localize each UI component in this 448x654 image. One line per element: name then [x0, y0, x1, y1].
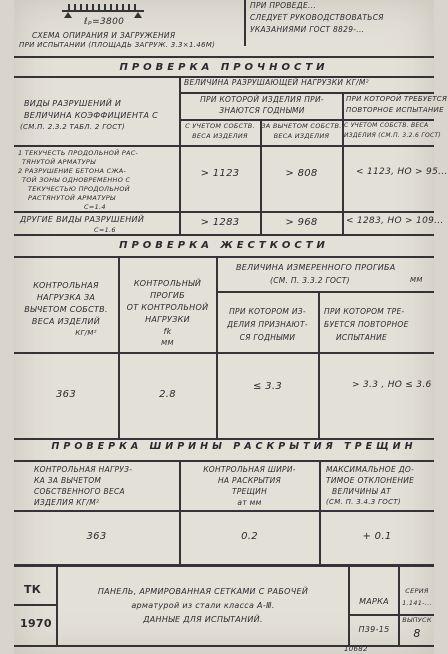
strength-header-left-3: (СМ.П. 2.3.2 ТАБЛ. 2 ГОСТ): [20, 123, 125, 131]
series-label: СЕРИЯ: [405, 587, 429, 595]
note-line1: ПРИ ПРОВЕДЕ...: [250, 1, 317, 10]
title-description-2: арматурой из стали класса А-Ⅲ.: [131, 601, 275, 610]
value-cell: < 1123, НО > 95...: [356, 167, 448, 177]
strength-header-left-1: ВИДЫ РАЗРУШЕНИЙ И: [24, 99, 122, 108]
crack-width-value: 0.2: [241, 531, 258, 542]
scheme-title-line2: ПРИ ИСПЫТАНИИ (ПЛОЩАДЬ ЗАГРУЖ. 3.3×1.46М): [19, 41, 216, 49]
title-description-1: ПАНЕЛЬ, АРМИРОВАННАЯ СЕТКАМИ С РАБОЧЕЙ: [97, 587, 309, 596]
issue-label: ВЫПУСК: [402, 616, 432, 624]
sub-header-a-1: ПРИ КОТОРОЙ ИЗДЕЛИЯ ПРИ-: [200, 95, 324, 104]
coefficient-value: С=1.4: [84, 203, 106, 211]
col1-header-a: С УЧЕТОМ СОБСТВ.: [185, 122, 255, 130]
stiffness-load-value: 363: [56, 389, 76, 400]
stiffness-ok-value: ≤ 3.3: [253, 381, 282, 392]
span-label: ℓₚ=3800: [84, 17, 125, 27]
value-cell: > 968: [285, 217, 318, 228]
col3-header-a: С УЧЕТОМ СОБСТВ. ВЕСА: [344, 122, 429, 129]
value-cell: > 1123: [200, 168, 240, 179]
col1-header-b: ВЕСА ИЗДЕЛИЯ: [192, 132, 248, 140]
scheme-title-line1: СХЕМА ОПИРАНИЯ И ЗАГРУЖЕНИЯ: [32, 31, 176, 40]
tk-label: ТК: [24, 583, 42, 596]
coefficient-value: С=1.6: [94, 226, 116, 234]
col2-header-b: ВЕСА ИЗДЕЛИЯ: [273, 132, 330, 140]
note-line3: УКАЗАНИЯМИ ГОСТ 8829-...: [250, 25, 365, 34]
strength-header-left-2: ВЕЛИЧИНА КОЭФФИЦИЕНТА С: [24, 111, 159, 120]
crack-load-value: 363: [86, 531, 107, 542]
marka-label: МАРКА: [359, 597, 389, 606]
sub-header-a-2: ЗНАЮТСЯ ГОДНЫМИ: [219, 106, 305, 115]
title-description-3: ДАННЫЕ ДЛЯ ИСПЫТАНИЙ.: [143, 615, 263, 624]
col3-header-b: ИЗДЕЛИЯ (СМ.П. 3.2.6 ГОСТ): [344, 132, 442, 139]
issue-value: 8: [413, 627, 421, 640]
value-cell: > 808: [285, 168, 318, 179]
drawing-sheet: ℓₚ=3800 СХЕМА ОПИРАНИЯ И ЗАГРУЖЕНИЯ ПРИ ИСПЫТАНИИ (ПЛОЩАДЬ ЗАГРУЖ. 3.3×1.46М) ПРИ ПРОВЕДЕ... СЛЕДУЕТ РУКОВОДСТВОВАТЬСЯ УКАЗАНИЯМИ ГОСТ 8829-... ПРОВЕРКА ПРОЧНОСТИ ВИДЫ РАЗРУШЕНИЙ И ВЕЛИЧИНА КОЭФФИЦИЕНТА С (СМ.П. 2.3.2 ТАБЛ. 2 ГОСТ) ВЕЛИЧИНА РАЗРУШАЮЩЕЙ НАГРУЗКИ КГ/М² ПРИ КОТОРОЙ ИЗДЕЛИЯ ПРИ- ЗНАЮТСЯ ГОДНЫМИ ПРИ КОТОРОЙ ТРЕБУЕТСЯ ПОВТОРНОЕ ИСПЫТАНИЕ С УЧЕТОМ СОБСТВ. ВЕСА ИЗДЕЛИЯ ЗА ВЫЧЕТОМ СОБСТВ. ВЕСА ИЗДЕЛИЯ С УЧЕТОМ СОБСТВ. ВЕСА ИЗДЕЛИЯ (СМ.П. 3.2.6 ГОСТ) 1 ТЕКУЧЕСТЬ ПРОДОЛЬНОЙ РАС- ТЯНУТОЙ АРМАТУРЫ 2 РАЗРУШЕНИЕ БЕТОНА СЖА- ТОЙ ЗОНЫ ОДНОВРЕМЕННО С ТЕКУЧЕСТЬЮ ПРОДОЛЬНОЙ РАСТЯНУТОЙ АРМАТУРЫ С=1.4 > 1123 > 808 < 1123, НО > 95... ДРУГИЕ ВИДЫ РАЗРУШЕНИЙ С=1.6 > 1283 > 968 < 1283, НО > 109... ПРОВЕРКА ЖЕСТКОСТИ КОНТРОЛЬНАЯ НАГРУЗКА ЗА ВЫЧЕТОМ СОБСТВ. ВЕСА ИЗДЕЛИЙ КГ/М² КОНТРОЛЬНЫЙ ПРОГИБ ОТ КОНТРОЛЬНОЙ НАГРУЗКИ fk ММ ВЕЛИЧИНА ИЗМЕРЕННОГО ПРОГИБА (СМ. П. 3.3.2 ГОСТ) ММ ПРИ КОТОРОМ ИЗ- ДЕЛИЯ ПРИЗНАЮТ- СЯ ГОДНЫМИ ПРИ КОТОРОМ ТРЕ- БУЕТСЯ ПОВТОРНОЕ ИСПЫТАНИЕ 363 2.8 ≤ 3.3 > 3.3 , НО ≤ 3.6 ПРОВЕРКА ШИРИНЫ РАСКРЫТИЯ ТРЕЩИН КОНТРОЛЬНАЯ НАГРУЗ- КА ЗА ВЫЧЕТОМ СОБСТВЕННОГО ВЕСА ИЗДЕЛИЯ КГ/М² КОНТРОЛЬНАЯ ШИРИ- НА РАСКРЫТИЯ ТРЕЩИН aт мм МАКСИМАЛЬНОЕ ДО- ТИМОЕ ОТКЛОНЕНИЕ ВЕЛИЧИНЫ AТ (СМ. П. 3.4.3 ГОСТ) 363 0.2 + 0.1 ТК 1970 ПАНЕЛЬ, АРМИРОВАННАЯ СЕТКАМИ С РАБОЧЕЙ арматурой из стали класса А-Ⅲ. ДАННЫЕ ДЛЯ ИСПЫТАНИЙ. МАРКА П39-15 СЕРИЯ 1.141-... ВЫПУСК 8 10682: [14, 0, 434, 654]
year-label: 1970: [20, 617, 52, 630]
value-cell: < 1283, НО > 109...: [346, 216, 444, 226]
stiffness-heading: ПРОВЕРКА ЖЕСТКОСТИ: [119, 240, 329, 251]
crack-heading: ПРОВЕРКА ШИРИНЫ РАСКРЫТИЯ ТРЕЩИН: [51, 441, 417, 452]
crack-deviation-value: + 0.1: [362, 531, 392, 542]
sub-header-b-2: ПОВТОРНОЕ ИСПЫТАНИЕ: [346, 106, 444, 114]
drawing-number: 10682: [344, 645, 368, 653]
value-cell: > 1283: [200, 217, 240, 228]
load-header: ВЕЛИЧИНА РАЗРУШАЮЩЕЙ НАГРУЗКИ КГ/М²: [184, 78, 369, 87]
beam-diagram: [62, 4, 144, 18]
stiffness-repeat-value: > 3.3 , НО ≤ 3.6: [352, 380, 432, 390]
marka-value: П39-15: [358, 625, 390, 634]
col2-header-a: ЗА ВЫЧЕТОМ СОБСТВ.: [261, 122, 342, 130]
sub-header-b-1: ПРИ КОТОРОЙ ТРЕБУЕТСЯ: [346, 95, 448, 103]
strength-heading: ПРОВЕРКА ПРОЧНОСТИ: [119, 62, 329, 73]
series-value: 1.141-...: [402, 599, 432, 607]
stiffness-deflection-value: 2.8: [159, 389, 176, 400]
note-line2: СЛЕДУЕТ РУКОВОДСТВОВАТЬСЯ: [250, 13, 384, 22]
